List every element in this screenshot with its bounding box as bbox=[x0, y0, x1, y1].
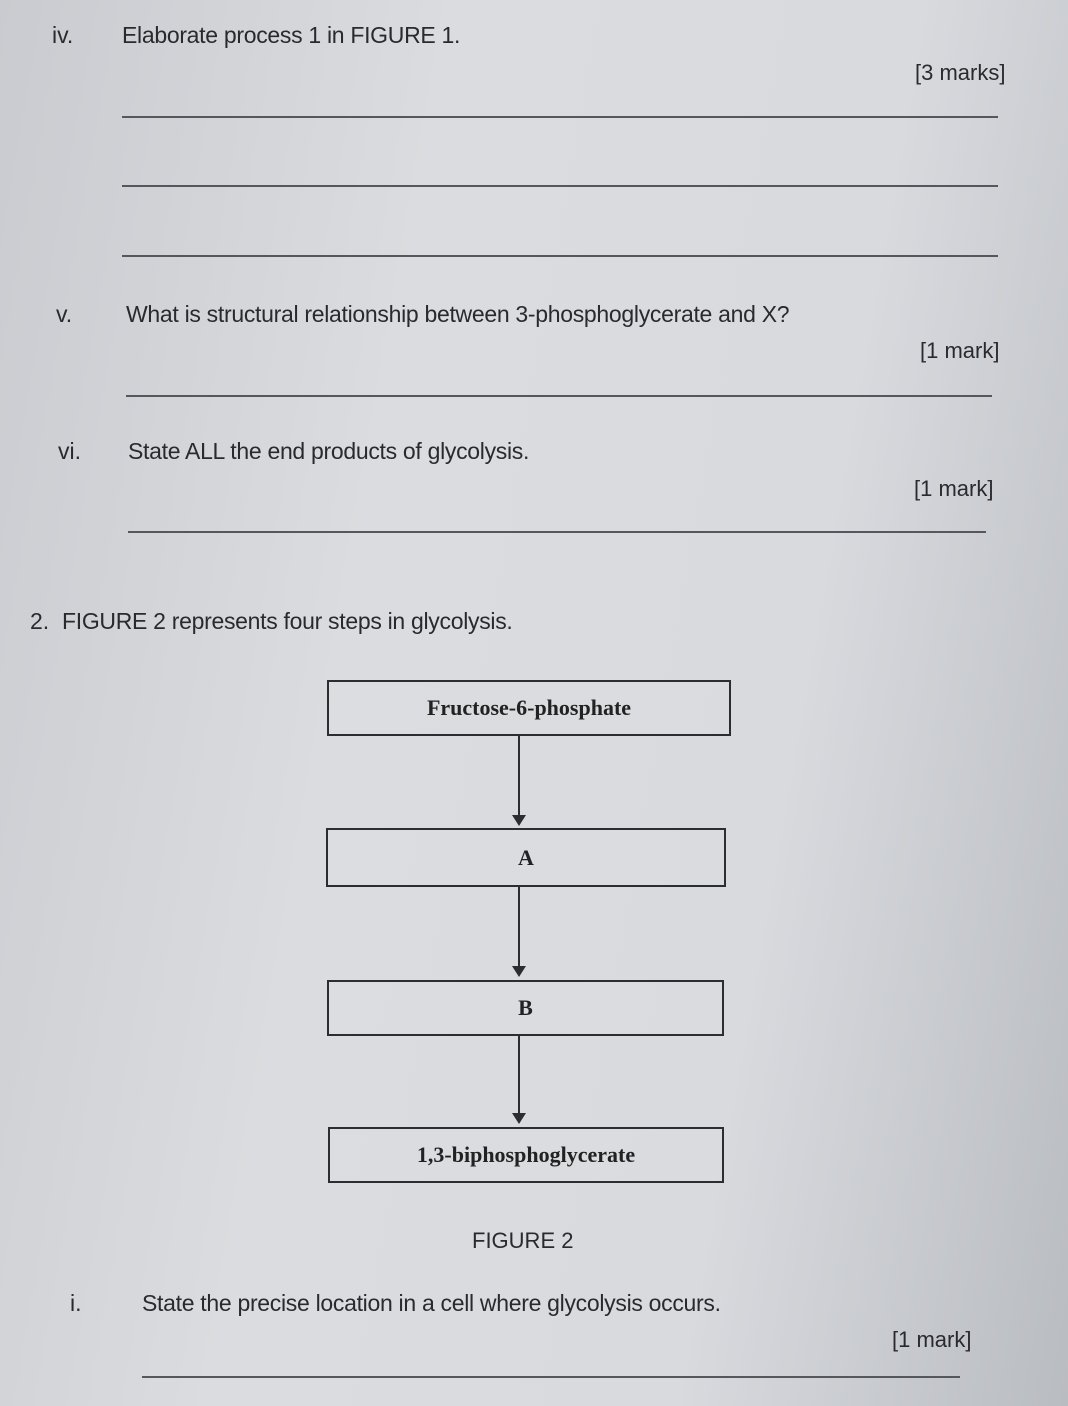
question-iv-marks: [3 marks] bbox=[915, 60, 1006, 85]
question-vi-text: State ALL the end products of glycolysis. bbox=[128, 438, 530, 464]
section-2-text: FIGURE 2 represents four steps in glycolysis. bbox=[62, 608, 513, 634]
flow-box-1-3-biphosphoglycerate bbox=[328, 1127, 724, 1183]
question-vi-number: vi. bbox=[58, 438, 81, 464]
flow-box-label: Fructose-6-phosphate bbox=[426, 695, 632, 720]
flow-arrow-down bbox=[518, 1036, 520, 1114]
section-2-number: 2. bbox=[30, 608, 50, 634]
figure-caption: FIGURE 2 bbox=[472, 1228, 574, 1253]
answer-line[interactable] bbox=[122, 255, 998, 257]
question-iv-number: iv. bbox=[52, 22, 74, 48]
question-v-number: v. bbox=[56, 301, 73, 327]
answer-line[interactable] bbox=[142, 1376, 960, 1378]
answer-line[interactable] bbox=[126, 395, 992, 397]
answer-line[interactable] bbox=[122, 185, 998, 187]
flow-box-a bbox=[326, 828, 726, 887]
question-v-marks: [1 mark] bbox=[920, 338, 1000, 363]
answer-line[interactable] bbox=[122, 116, 998, 118]
flow-arrow-down bbox=[518, 736, 520, 816]
flow-arrow-down bbox=[518, 887, 520, 967]
question-v-text: What is structural relationship between 3-phosphoglycerate and X? bbox=[126, 301, 790, 327]
answer-line[interactable] bbox=[128, 531, 986, 533]
flow-box-b bbox=[327, 980, 724, 1036]
flow-box-label: 1,3-biphosphoglycerate bbox=[416, 1142, 636, 1167]
question-i-number: i. bbox=[70, 1290, 82, 1316]
question-vi-marks: [1 mark] bbox=[914, 476, 994, 501]
question-i-marks: [1 mark] bbox=[892, 1327, 972, 1352]
flow-box-label: B bbox=[518, 995, 533, 1020]
flow-box-label: A bbox=[518, 844, 534, 870]
question-iv-text: Elaborate process 1 in FIGURE 1. bbox=[122, 22, 461, 48]
question-i-text: State the precise location in a cell where glycolysis occurs. bbox=[142, 1290, 721, 1316]
flow-box-fructose-6-phosphate bbox=[327, 680, 731, 736]
